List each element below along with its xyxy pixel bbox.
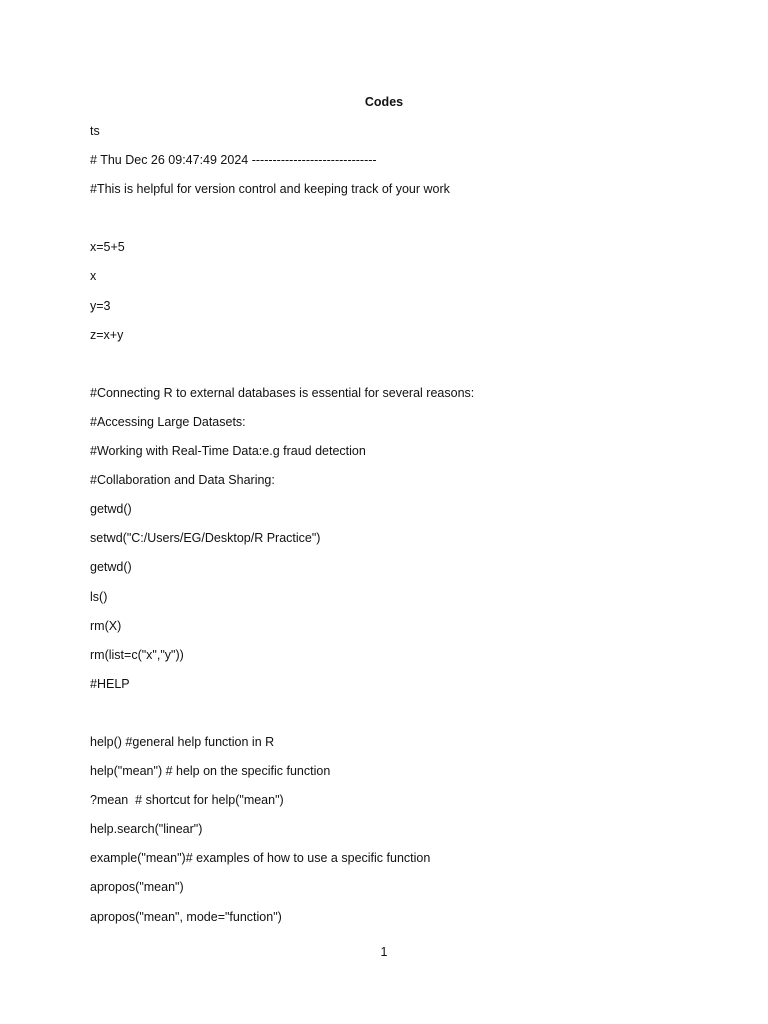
- blank-line: [90, 210, 690, 226]
- page-number: 1: [380, 945, 388, 959]
- code-line: #Accessing Large Datasets:: [90, 414, 246, 429]
- code-line: x: [90, 269, 97, 284]
- code-line: #Connecting R to external databases is essential for several reasons:: [90, 385, 475, 400]
- code-line: #Working with Real-Time Data:e.g fraud detection: [90, 444, 366, 459]
- code-line: rm(list=c("x","y")): [90, 647, 184, 662]
- code-line: x=5+5: [90, 240, 125, 255]
- code-line: z=x+y: [90, 327, 124, 342]
- document-title: Codes: [364, 95, 404, 109]
- code-line: example("mean")# examples of how to use a specific function: [90, 851, 431, 866]
- code-line: #Collaboration and Data Sharing:: [90, 473, 275, 488]
- code-line: rm(X): [90, 618, 122, 633]
- code-line: help("mean") # help on the specific function: [90, 764, 331, 779]
- code-line: help() #general help function in R: [90, 734, 275, 749]
- code-line: getwd(): [90, 560, 132, 575]
- code-line: apropos("mean", mode="function"): [90, 909, 282, 924]
- code-line: #This is helpful for version control and keeping track of your work: [90, 182, 450, 197]
- code-line: apropos("mean"): [90, 880, 184, 895]
- code-line: ?mean # shortcut for help("mean"): [90, 793, 284, 808]
- code-line: #HELP: [90, 676, 130, 691]
- code-line: getwd(): [90, 502, 132, 517]
- document-body: [90, 123, 690, 938]
- code-line: # Thu Dec 26 09:47:49 2024 ------------------------------: [90, 153, 377, 168]
- blank-line: [90, 356, 690, 372]
- code-line: setwd("C:/Users/EG/Desktop/R Practice"): [90, 531, 321, 546]
- blank-line: [90, 705, 690, 721]
- code-line: y=3: [90, 298, 111, 313]
- code-line: ls(): [90, 589, 108, 604]
- code-line: help.search("linear"): [90, 822, 203, 837]
- code-line: ts: [90, 124, 100, 138]
